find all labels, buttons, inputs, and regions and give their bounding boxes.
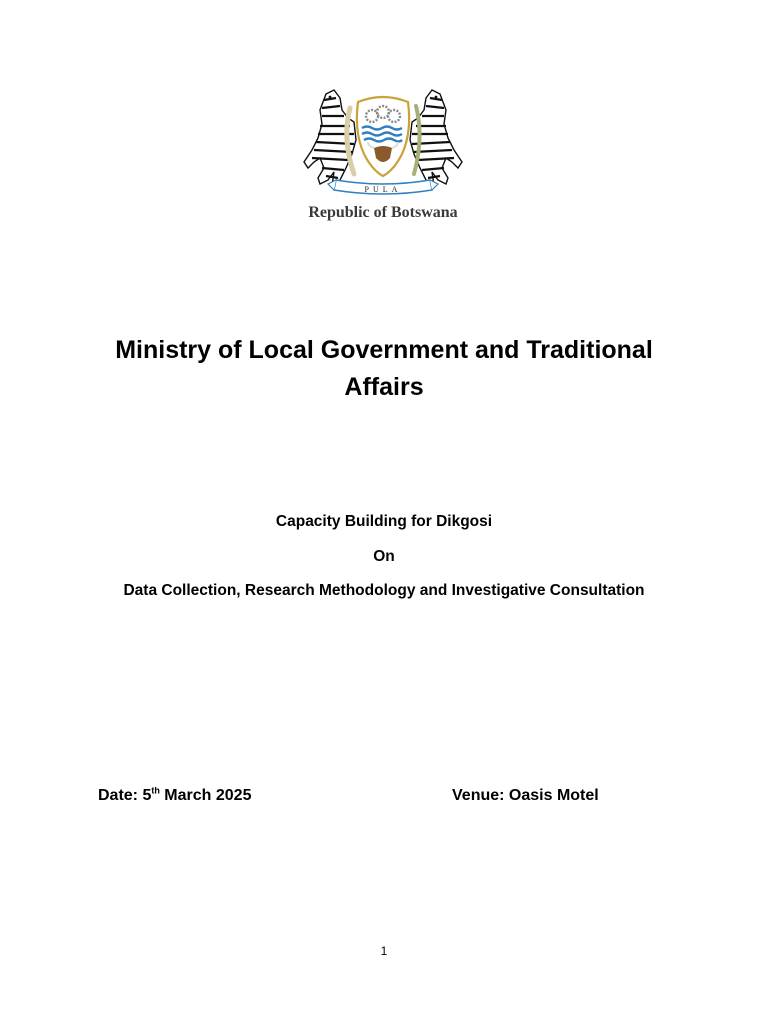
shield-icon — [357, 97, 409, 176]
program-connector: On — [373, 548, 395, 565]
event-date — [98, 787, 251, 805]
event-venue: Venue: Oasis Motel — [452, 787, 599, 804]
coat-of-arms-icon — [298, 88, 468, 200]
motto-text: PULA — [364, 185, 402, 194]
program-title: Capacity Building for Dikgosi — [275, 513, 493, 530]
ministry-title: Ministry of Local Government and Traditional Affairs — [115, 336, 653, 401]
program-topic: Data Collection, Research Methodology and Investigative Consultation — [123, 582, 645, 599]
date-label: Date: 5 — [98, 787, 152, 804]
emblem-caption: Republic of Botswana — [308, 204, 458, 221]
date-ordinal: th — [151, 785, 160, 796]
page-number: 1 — [380, 944, 388, 958]
motto-banner-icon — [328, 180, 438, 194]
date-month-year: March 2025 — [159, 787, 252, 804]
